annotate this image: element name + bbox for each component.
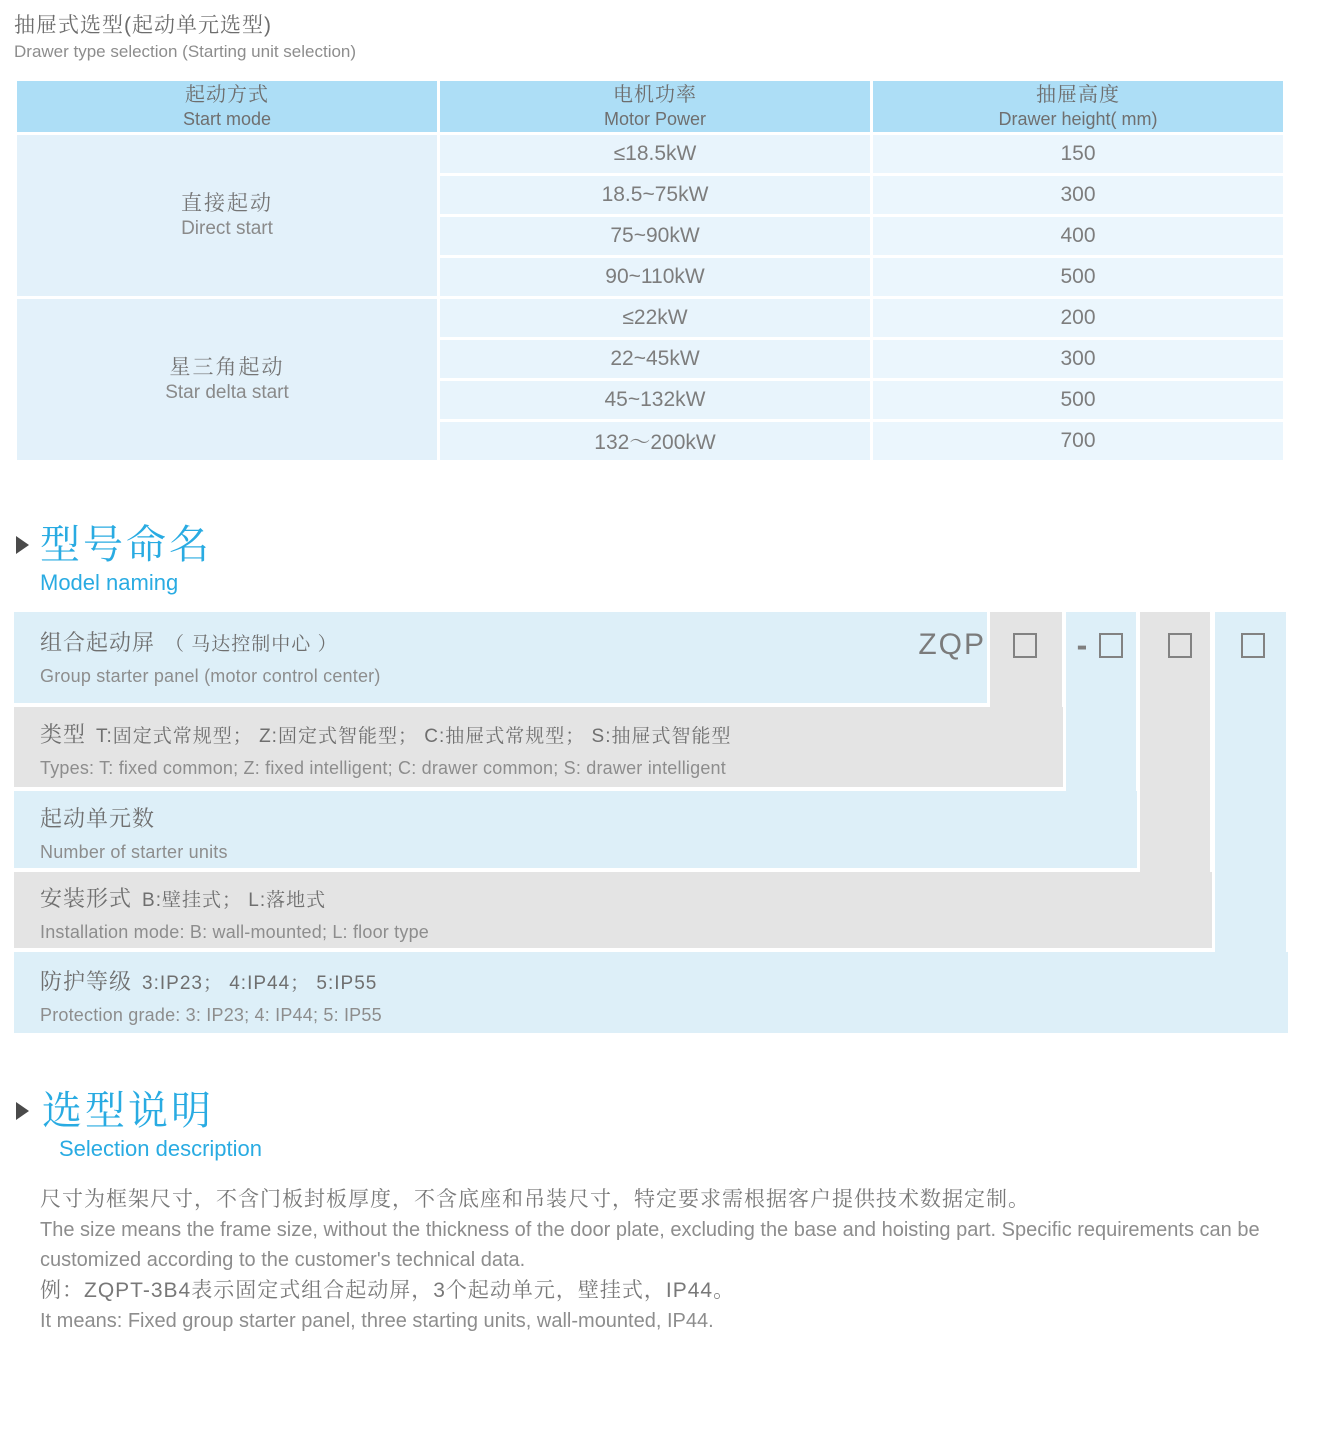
motor-power-cell: 132～200kW [440,422,870,460]
start-mode-star-delta-cell [17,299,437,460]
band-detail: 3:IP23； 4:IP44； 5:IP55 [142,973,378,994]
drawer-height-cell: 700 [873,422,1283,460]
section-arrow-icon [16,536,29,554]
column-header-motor-power [440,81,870,132]
model-box-protection [1241,633,1265,658]
band-line-cn [40,626,987,657]
section-selection-description [14,1089,1288,1162]
band-detail: （ 马达控制中心 ） [165,634,338,655]
header-cn: 抽屉高度 [1036,84,1120,106]
drawer-height-cell: 500 [873,381,1283,419]
selection-description-text [14,1184,1288,1336]
band-installation-mode [14,872,1212,948]
mode-label-en: Direct start [181,218,273,239]
desc-paragraph-cn: 例：ZQPT-3B4表示固定式组合起动屏，3个起动单元，壁挂式，IP44。 [40,1279,736,1302]
model-dash: - [1076,627,1088,663]
header-en: Motor Power [603,109,707,129]
band-line-cn [40,718,1063,749]
mode-label-cn: 星三角起动 [169,356,285,379]
band-en: Number of starter units [40,842,228,862]
table-header-row [17,81,1283,132]
section-model-naming [14,523,1288,596]
table-row [17,299,1283,337]
band-detail: T:固定式常规型； Z:固定式智能型； C:抽屉式常规型； S:抽屉式智能型 [96,726,732,747]
page-title-en: Drawer type selection (Starting unit selection) [14,42,357,61]
start-mode-direct-cell [17,135,437,296]
model-box-units [1099,633,1123,658]
motor-power-cell: 90~110kW [440,258,870,296]
band-protection-grade [14,952,1288,1033]
motor-power-cell: 75~90kW [440,217,870,255]
motor-power-cell: 18.5~75kW [440,176,870,214]
column-header-drawer-height [873,81,1283,132]
band-starter-units [14,791,1137,868]
band-label: 防护等级 [40,969,133,994]
band-line-cn [40,965,1288,996]
header-en: Start mode [182,109,272,129]
band-en: Group starter panel (motor control center) [40,666,381,686]
drawer-height-cell: 500 [873,258,1283,296]
section-subtitle: Selection description [59,1136,263,1161]
desc-paragraph-cn: 尺寸为框架尺寸，不含门板封板厚度，不含底座和吊装尺寸，特定要求需根据客户提供技术数据定制。 [40,1188,1030,1211]
drawer-selection-table [14,78,1286,463]
band-en: Types: T: fixed common; Z: fixed intelligent; C: drawer common; S: drawer intelligent [40,758,726,778]
band-en: Protection grade: 3: IP23; 4: IP44; 5: IP55 [40,1005,382,1025]
desc-paragraph-en: The size means the frame size, without the thickness of the door plate, excluding the base and hoisting part. Specific requirements can be customized according to the customer's technical data. [40,1219,1260,1271]
section-title: 选型说明 [42,1089,214,1133]
model-naming-diagram [14,612,1288,1033]
section-arrow-icon [16,1102,29,1120]
desc-paragraph-en: It means: Fixed group starter panel, three starting units, wall-mounted, IP44. [40,1310,714,1332]
section-title: 型号命名 [40,523,212,567]
section-subtitle: Model naming [40,570,179,595]
model-code: ZQP [918,628,986,661]
motor-power-cell: 45~132kW [440,381,870,419]
drawer-height-cell: 150 [873,135,1283,173]
band-types [14,707,1063,787]
table-row [17,135,1283,173]
drawer-height-cell: 400 [873,217,1283,255]
band-en: Installation mode: B: wall-mounted; L: floor type [40,922,429,942]
header-en: Drawer height( mm) [998,109,1158,129]
band-label: 起动单元数 [40,806,156,831]
motor-power-cell: ≤18.5kW [440,135,870,173]
band-label: 类型 [40,722,87,747]
drawer-height-cell: 300 [873,176,1283,214]
drawer-height-cell: 300 [873,340,1283,378]
band-label: 组合起动屏 [40,630,156,655]
band-label: 安装形式 [40,886,133,911]
mode-label-cn: 直接起动 [181,192,273,215]
motor-power-cell: ≤22kW [440,299,870,337]
model-box-installation [1168,633,1192,658]
page-title: 抽屉式选型(起动单元选型) [14,14,272,37]
band-line-cn [40,882,1212,913]
mode-label-en: Star delta start [165,382,289,403]
band-line-cn [40,802,1137,833]
motor-power-cell: 22~45kW [440,340,870,378]
header-cn: 电机功率 [613,84,697,106]
band-detail: B:壁挂式； L:落地式 [142,890,327,911]
band-group-starter-panel [14,612,987,703]
column-header-start-mode [17,81,437,132]
model-box-type [1013,633,1037,658]
drawer-height-cell: 200 [873,299,1283,337]
header-cn: 起动方式 [185,84,269,106]
